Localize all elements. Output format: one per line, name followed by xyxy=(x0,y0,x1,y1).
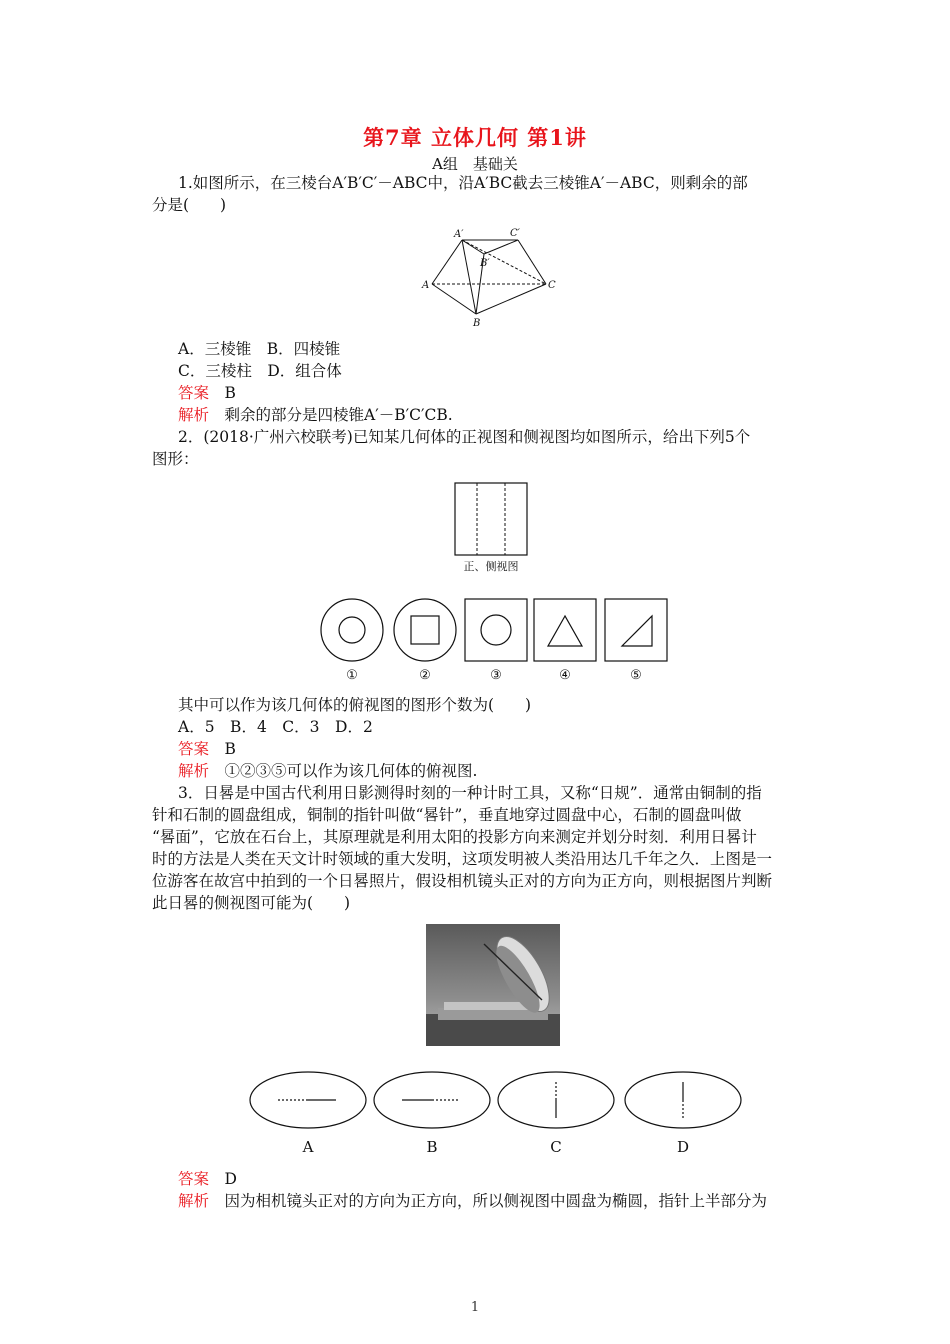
shape4-outer-square xyxy=(534,599,596,661)
q1-text-line2: 分是( ) xyxy=(152,196,227,214)
answer-label: 答案 xyxy=(178,1170,210,1188)
shape4-triangle xyxy=(548,616,582,646)
edge-bc xyxy=(476,284,546,314)
option-c-label: C xyxy=(550,1138,562,1156)
q2-shape-options xyxy=(312,592,674,688)
shape1-outer-circle xyxy=(321,599,383,661)
answer-label: 答案 xyxy=(178,384,210,402)
shape-label-3: ③ xyxy=(490,668,502,683)
q1-options-line1: A．三棱锥 B．四棱锥 xyxy=(178,340,341,358)
shape2-outer-circle xyxy=(394,599,456,661)
analysis-text: 因为相机镜头正对的方向为正方向，所以侧视图中圆盘为椭圆，指针上半部分为 xyxy=(224,1192,768,1210)
shape3-inner-circle xyxy=(481,615,511,645)
answer-value: B xyxy=(224,384,236,402)
edge-a1b1 xyxy=(462,240,484,254)
shape5-right-triangle xyxy=(622,616,652,646)
q3-text-line4: 时的方法是人类在天文计时领域的重大发明，这项发明被人类沿用达几千年之久．上图是一 xyxy=(152,850,773,868)
edge-a1c-hidden xyxy=(462,240,546,284)
q3-options-figure xyxy=(238,1060,750,1164)
label-b1: B′ xyxy=(480,258,490,269)
shape-label-1: ① xyxy=(346,668,358,683)
option-d-label: D xyxy=(676,1138,690,1156)
edge-aa1 xyxy=(432,240,462,284)
shape5-outer-square xyxy=(605,599,667,661)
q2-front-side-view xyxy=(445,478,537,578)
shape2-inner-square xyxy=(411,616,439,644)
q2-options: A．5 B．4 C．3 D．2 xyxy=(178,718,373,736)
edge-b1c1 xyxy=(484,240,518,254)
label-b: B xyxy=(473,318,481,329)
q3-text-line2: 针和石制的圆盘组成，铜制的指针叫做“晷针”，垂直地穿过圆盘中心，石制的圆盘叫做 xyxy=(152,806,742,824)
option-b-label: B xyxy=(426,1138,438,1156)
q3-text-line1: 3．日晷是中国古代利用日影测得时刻的一种计时工具，又称“日规”．通常由铜制的指 xyxy=(178,784,762,802)
option-a-label: A xyxy=(302,1138,314,1156)
label-a: A xyxy=(422,280,430,291)
q1-options-line2: C．三棱柱 D．组合体 xyxy=(178,362,342,380)
label-c1: C′ xyxy=(510,228,520,239)
group-heading: A组 基础关 xyxy=(432,155,518,173)
edge-a1b xyxy=(462,240,476,314)
q2-text-line1: 2．(2018·广州六校联考)已知某几何体的正视图和侧视图均如图所示，给出下列5个 xyxy=(178,428,751,446)
q3-text-line5: 位游客在故宫中拍到的一个日晷照片，假设相机镜头正对的方向为正方向，则根据图片判断 xyxy=(152,872,773,890)
q3-answer xyxy=(178,1168,237,1190)
q3-text-line3: “晷面”，它放在石台上，其原理就是利用太阳的投影方向来测定并划分时刻．利用日晷计 xyxy=(152,828,757,846)
analysis-label: 解析 xyxy=(178,1192,210,1210)
q2-question: 其中可以作为该几何体的俯视图的图形个数为( ) xyxy=(178,696,532,714)
q2-answer xyxy=(178,738,236,760)
shape-label-5: ⑤ xyxy=(630,668,642,683)
page-number: 1 xyxy=(470,1300,480,1315)
q2-text-line2: 图形： xyxy=(152,450,199,468)
shape1-inner-circle xyxy=(339,617,365,643)
q1-frustum-figure xyxy=(418,218,566,330)
analysis-text: 剩余的部分是四棱锥A′－B′C′CB. xyxy=(224,406,453,424)
shape-label-2: ② xyxy=(419,668,431,683)
label-a1: A′ xyxy=(454,229,464,240)
sundial-photo xyxy=(426,924,560,1046)
q1-text-line1: 1.如图所示，在三棱台A′B′C′－ABC中，沿A′BC截去三棱锥A′－ABC，则剩余的部 xyxy=(178,174,748,192)
view-caption: 正、侧视图 xyxy=(463,560,519,573)
q1-analysis xyxy=(178,404,453,426)
q1-answer xyxy=(178,382,236,404)
label-c: C xyxy=(548,280,556,291)
analysis-text: ①②③⑤可以作为该几何体的俯视图. xyxy=(224,762,478,780)
q3-text-line6: 此日晷的侧视图可能为( ) xyxy=(152,894,351,912)
edge-ab xyxy=(432,284,476,314)
edge-cc1 xyxy=(518,240,546,284)
analysis-label: 解析 xyxy=(178,762,210,780)
answer-label: 答案 xyxy=(178,740,210,758)
view-square xyxy=(455,483,527,555)
answer-value: B xyxy=(224,740,236,758)
q3-analysis xyxy=(178,1190,767,1212)
shape-label-4: ④ xyxy=(559,668,571,683)
page-title: 第7章 立体几何 第1讲 xyxy=(363,125,587,150)
q2-analysis xyxy=(178,760,477,782)
analysis-label: 解析 xyxy=(178,406,210,424)
shape3-outer-square xyxy=(465,599,527,661)
answer-value: D xyxy=(224,1170,237,1188)
